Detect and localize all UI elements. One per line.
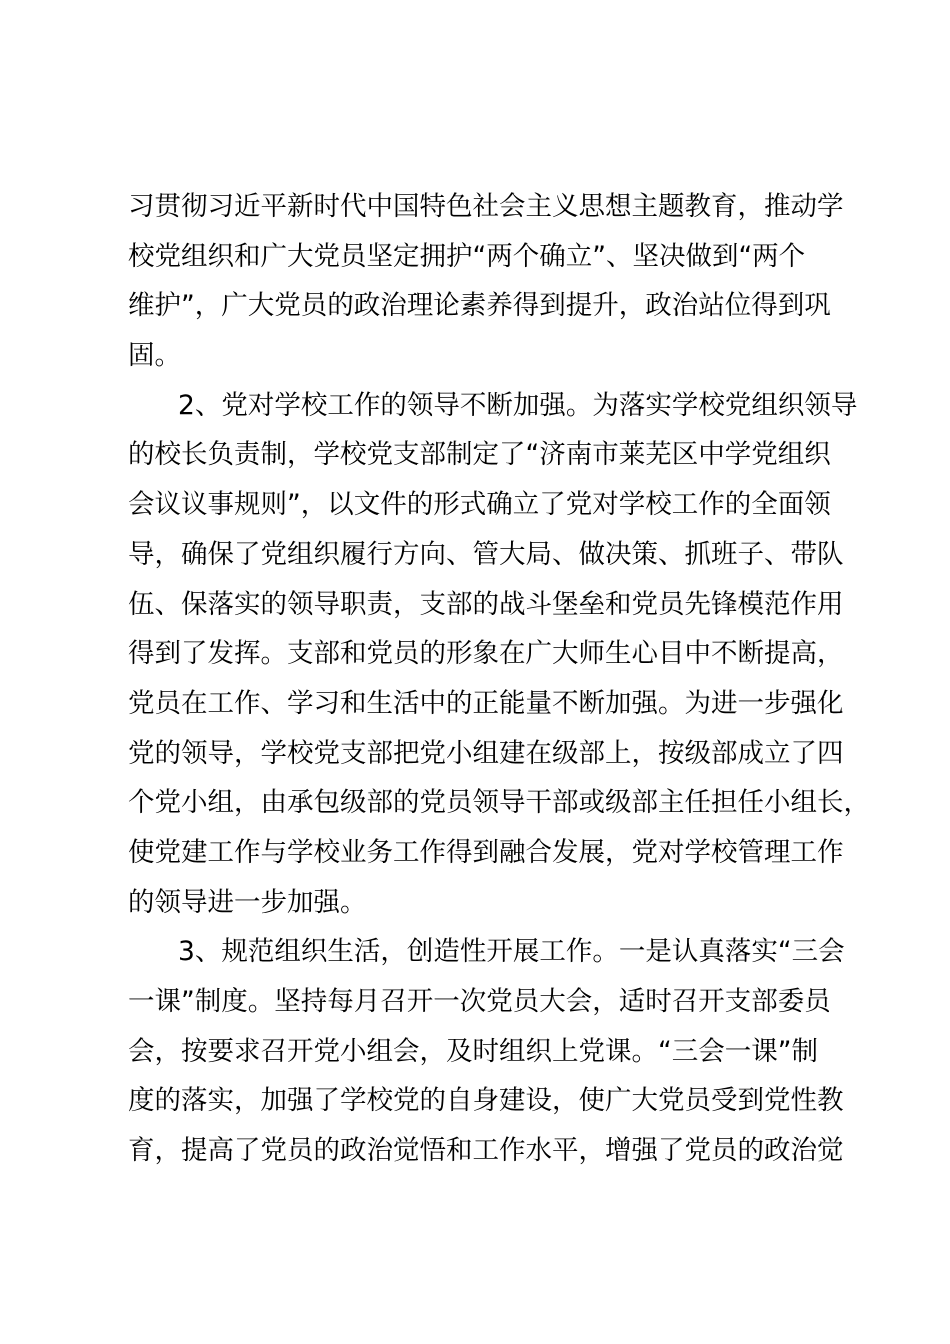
- text-line: 育，提高了党员的政治觉悟和工作水平，增强了党员的政治觉: [128, 1135, 844, 1167]
- text-line: 维护”，广大党员的政治理论素养得到提升，政治站位得到巩: [128, 290, 831, 322]
- text-line: 会，按要求召开党小组会，及时组织上党课。“三会一课”制: [128, 1035, 818, 1067]
- text-line: 校党组织和广大党员坚定拥护“两个确立”、坚决做到“两个: [128, 240, 806, 272]
- text-line: 的校长负责制，学校党支部制定了“济南市莱芜区中学党组织: [128, 439, 831, 471]
- text-line: 习贯彻习近平新时代中国特色社会主义思想主题教育，推动学: [128, 191, 844, 222]
- paragraph-start-line: 3、规范组织生活，创造性开展工作。一是认真落实“三会: [178, 936, 845, 968]
- text-line: 得到了发挥。支部和党员的形象在广大师生心目中不断提高，: [128, 638, 844, 670]
- text-line: 党的领导，学校党支部把党小组建在级部上，按级部成立了四: [128, 737, 844, 769]
- text-line: 导，确保了党组织履行方向、管大局、做决策、抓班子、带队: [128, 538, 844, 570]
- text-line: 一课”制度。坚持每月召开一次党员大会，适时召开支部委员: [128, 986, 831, 1017]
- text-line: 使党建工作与学校业务工作得到融合发展，党对学校管理工作: [128, 836, 844, 868]
- text-line: 会议议事规则”，以文件的形式确立了党对学校工作的全面领: [128, 489, 831, 521]
- paragraph-start-line: 2、党对学校工作的领导不断加强。为落实学校党组织领导: [178, 389, 858, 421]
- text-line: 固。: [128, 340, 181, 372]
- document-body: [128, 182, 870, 1176]
- text-line: 个党小组，由承包级部的党员领导干部或级部主任担任小组长，: [128, 787, 870, 819]
- text-line: 伍、保落实的领导职责，支部的战斗堡垒和党员先锋模范作用: [128, 588, 844, 620]
- text-line: 度的落实，加强了学校党的自身建设，使广大党员受到党性教: [128, 1085, 844, 1117]
- text-line: 党员在工作、学习和生活中的正能量不断加强。为进一步强化: [128, 687, 844, 719]
- text-line: 的领导进一步加强。: [128, 886, 367, 918]
